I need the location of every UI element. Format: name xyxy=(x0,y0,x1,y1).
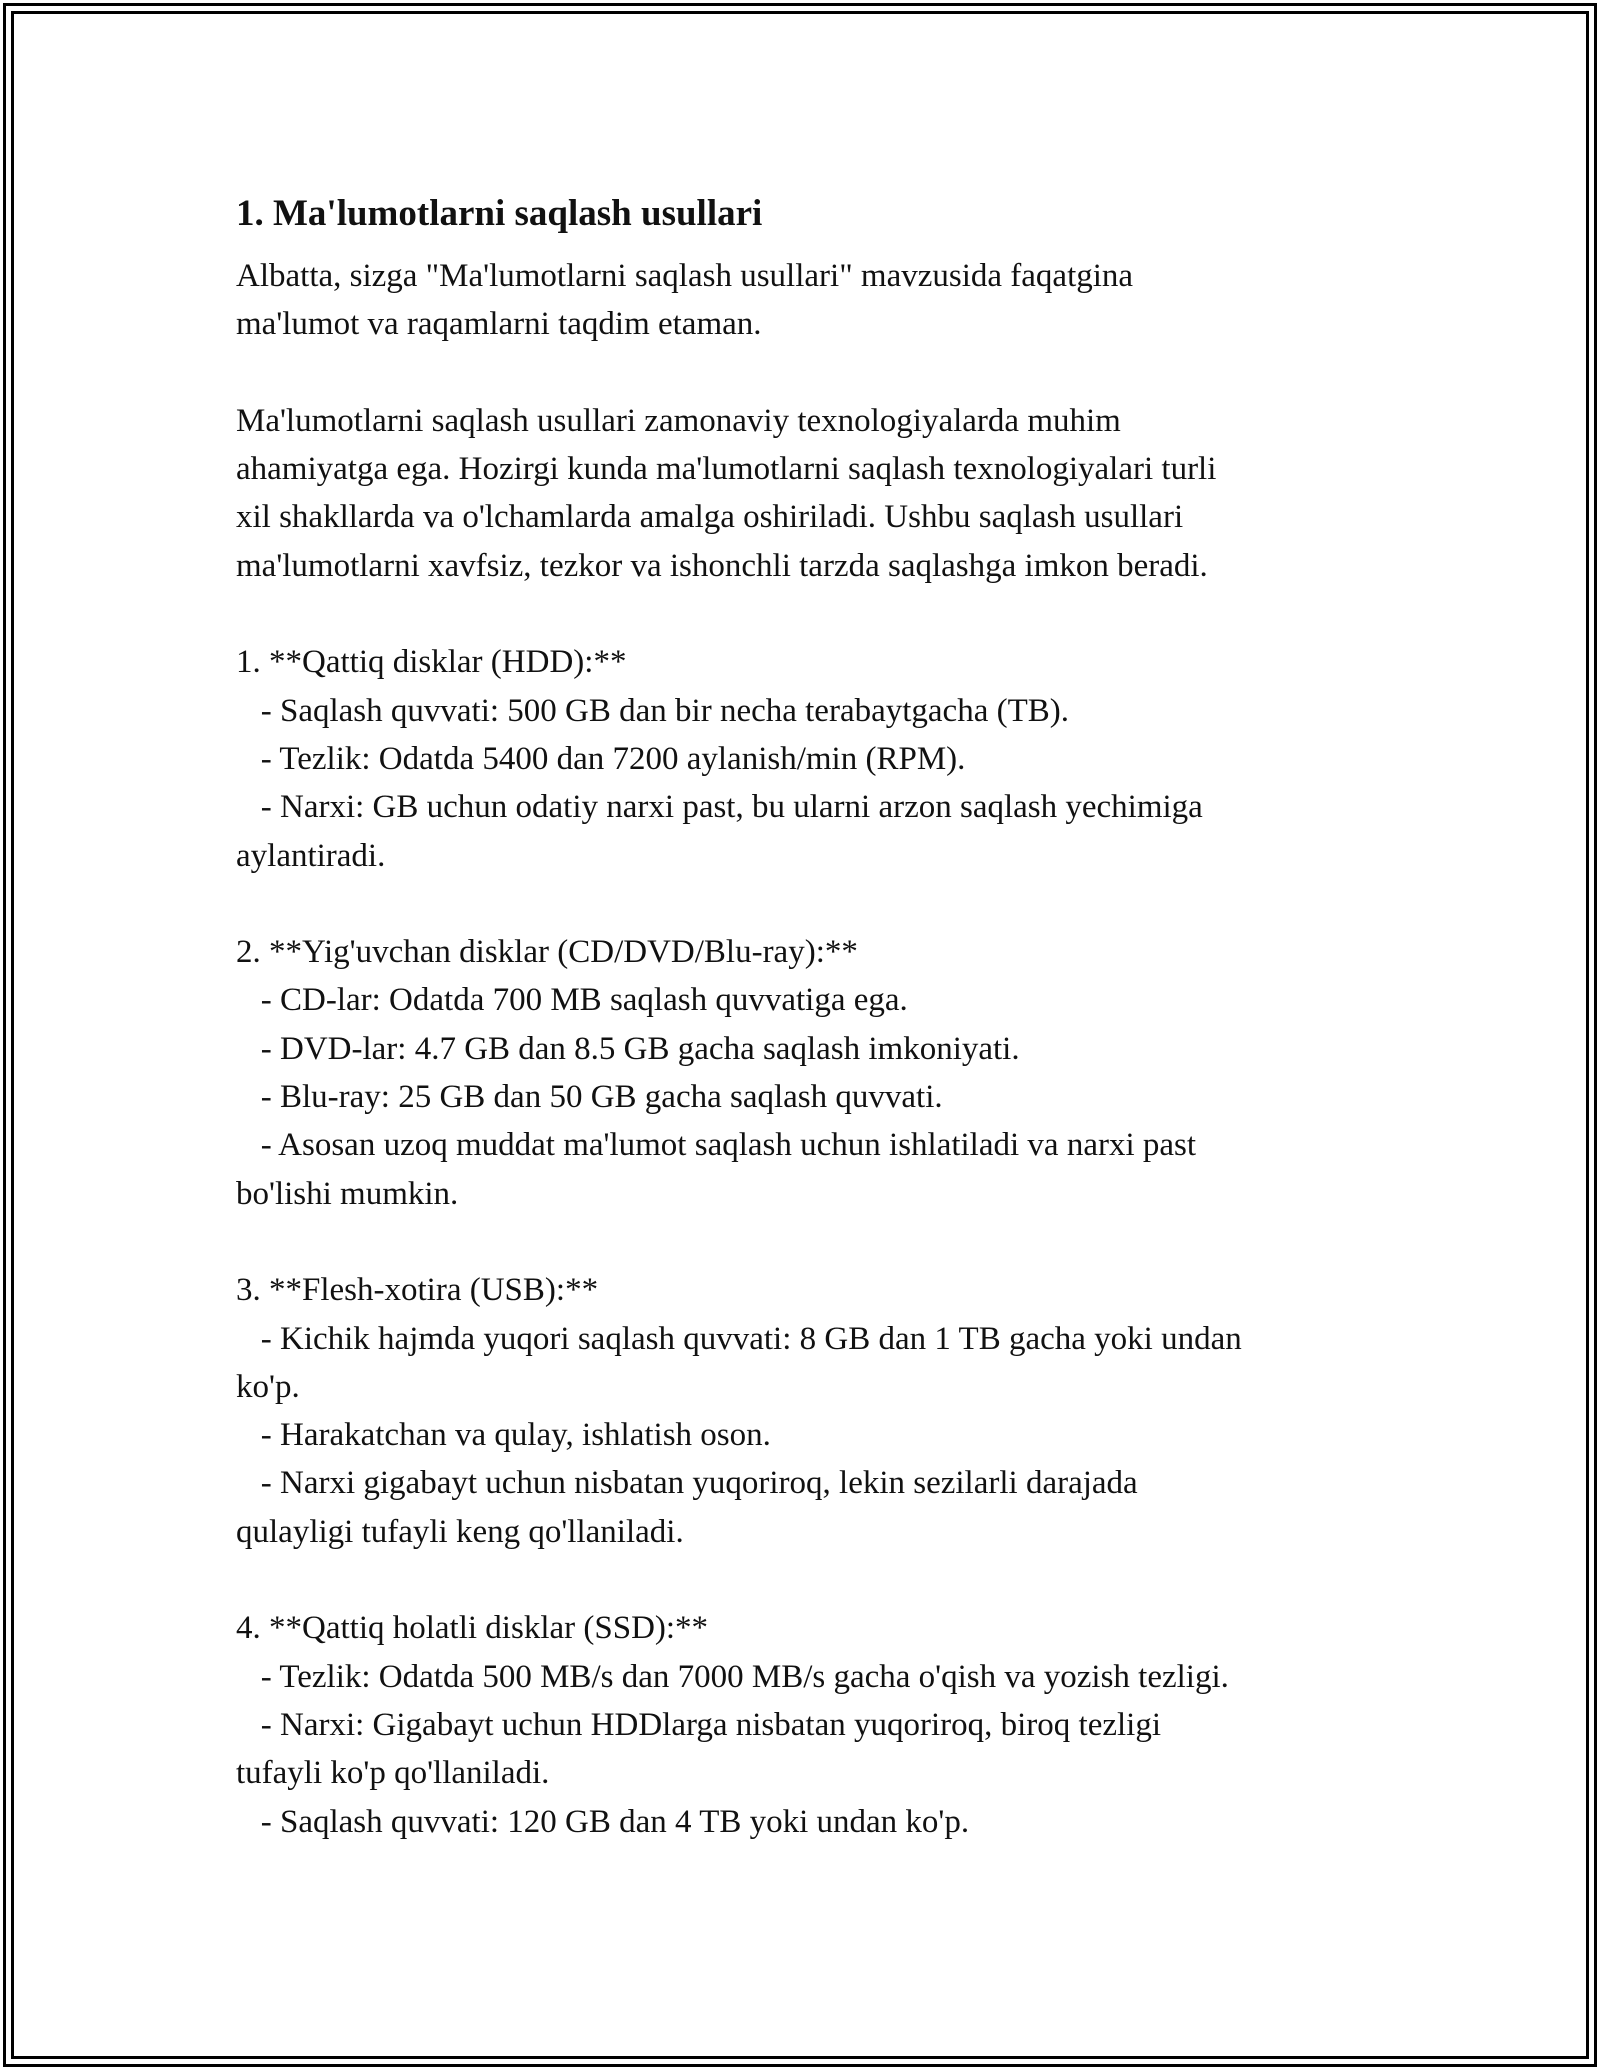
document-title: 1. Ma'lumotlarni saqlash usullari xyxy=(236,193,763,234)
document-page xyxy=(236,188,1376,1846)
document-body: Albatta, sizga "Ma'lumotlarni saqlash usullari" mavzusida faqatgina ma'lumot va raqamlarni taqdim etaman. Ma'lumotlarni saqlash usullari zamonaviy texnologiyalarda muhim ahamiyatga ega. Hozirgi kunda ma'lumotlarni saqlash texnologiyalari turli xil shakllarda va o'lchamlarda amalga oshiriladi. Ushbu saqlash usullari ma'lumotlarni xavfsiz, tezkor va ishonchli tarzda saqlashga imkon beradi. 1. **Qattiq disklar (HDD):** - Saqlash quvvati: 500 GB dan bir necha terabaytgacha (TB). - Tezlik: Odatda 5400 dan 7200 aylanish/min (RPM). - Narxi: GB uchun odatiy narxi past, bu ularni arzon saqlash yechimiga aylantiradi. 2. **Yig'uvchan disklar (CD/DVD/Blu-ray):** - CD-lar: Odatda 700 MB saqlash quvvatiga ega. - DVD-lar: 4.7 GB dan 8.5 GB gacha saqlash imkoniyati. - Blu-ray: 25 GB dan 50 GB gacha saqlash quvvati. - Asosan uzoq muddat ma'lumot saqlash uchun ishlatiladi va narxi past bo'lishi mumkin. 3. **Flesh-xotira (USB):** - Kichik hajmda yuqori saqlash quvvati: 8 GB dan 1 TB gacha yoki undan ko'p. - Harakatchan va qulay, ishlatish oson. - Narxi gigabayt uchun nisbatan yuqoriroq, lekin sezilarli darajada qulayligi tufayli keng qo'llaniladi. 4. **Qattiq holatli disklar (SSD):** - Tezlik: Odatda 500 MB/s dan 7000 MB/s gacha o'qish va yozish tezligi. - Narxi: Gigabayt uchun HDDlarga nisbatan yuqoriroq, biroq tezligi tufayli ko'p qo'llaniladi. - Saqlash quvvati: 120 GB dan 4 TB yoki undan ko'p. xyxy=(236,258,1242,1840)
